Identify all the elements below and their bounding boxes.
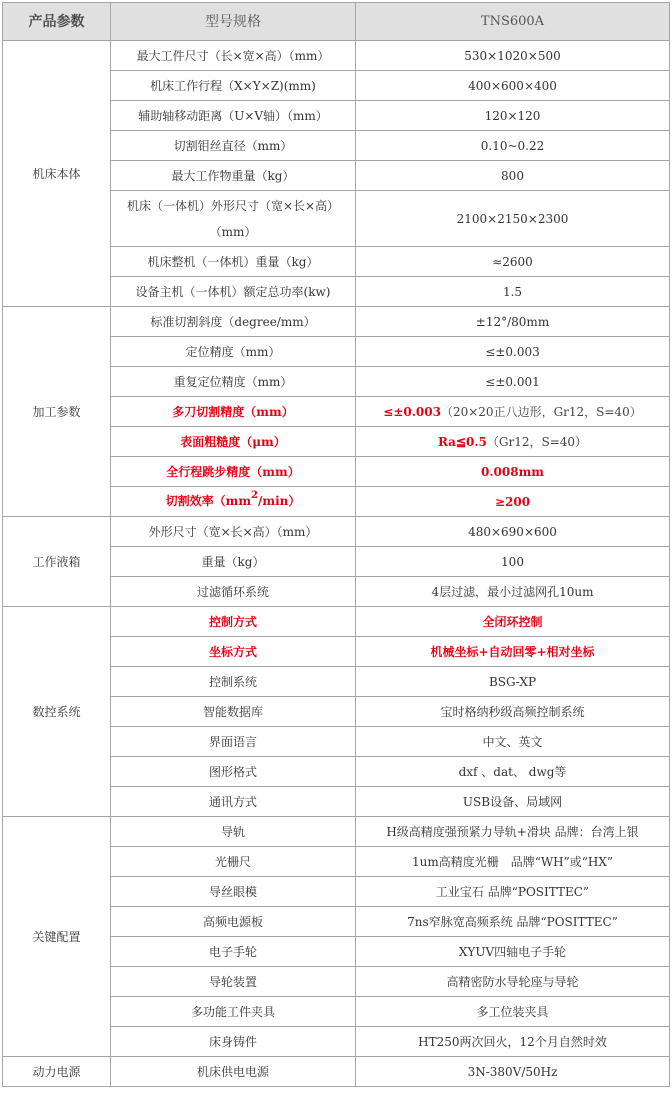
value-cell: 宝时格纳秒级高频控制系统 (356, 697, 670, 727)
param-cell: 光栅尺 (111, 847, 356, 877)
param-cell: 控制方式 (111, 607, 356, 637)
value-cell: 3N-380V/50Hz (356, 1057, 670, 1087)
param-cell: 最大工作物重量（kg） (111, 161, 356, 191)
value-cell: H级高精度强预紧力导轨+滑块 品牌：台湾上银 (356, 817, 670, 847)
param-cell: 导丝眼模 (111, 877, 356, 907)
table-row (3, 307, 670, 337)
value-cell: 400×600×400 (356, 71, 670, 101)
group-label: 数控系统 (3, 607, 111, 817)
value-cell: ≤±0.003 (356, 337, 670, 367)
table-row-highlight (3, 607, 670, 637)
value-cell: 机械坐标+自动回零+相对坐标 (356, 637, 670, 667)
value-cell: 2100×2150×2300 (356, 191, 670, 247)
param-cell: 多刀切割精度（mm） (111, 397, 356, 427)
value-text: Ra≦0.5 (437, 434, 487, 449)
param-cell: 界面语言 (111, 727, 356, 757)
param-cell: 重量（kg） (111, 547, 356, 577)
value-cell: 1.5 (356, 277, 670, 307)
value-cell: 0.008mm (356, 457, 670, 487)
param-cell: 机床供电电源 (111, 1057, 356, 1087)
value-cell: 4层过滤，最小过滤网孔10um (356, 577, 670, 607)
table-row (3, 1057, 670, 1087)
value-cell: ≤±0.001 (356, 367, 670, 397)
value-cell: XYUV四轴电子手轮 (356, 937, 670, 967)
value-cell: ≥200 (356, 487, 670, 517)
spec-table (2, 2, 670, 1087)
param-cell: 外形尺寸（宽×长×高）（mm） (111, 517, 356, 547)
param-cell: 设备主机（一体机）额定总功率(kw) (111, 277, 356, 307)
table-row (3, 517, 670, 547)
value-cell: 100 (356, 547, 670, 577)
param-cell: 机床整机（一体机）重量（kg） (111, 247, 356, 277)
table-row (3, 41, 670, 71)
param-cell: 重复定位精度（mm） (111, 367, 356, 397)
superscript: 2 (251, 489, 258, 501)
value-cell: BSG-XP (356, 667, 670, 697)
param-cell: 最大工件尺寸（长×宽×高）（mm） (111, 41, 356, 71)
value-text: ≤±0.003 (383, 404, 441, 419)
param-cell: 切割钼丝直径（mm） (111, 131, 356, 161)
value-cell: ≈2600 (356, 247, 670, 277)
header-row (3, 3, 670, 41)
value-cell: dxf 、dat、 dwg等 (356, 757, 670, 787)
header-model-name: TNS600A (356, 3, 670, 41)
value-cell: 120×120 (356, 101, 670, 131)
value-note: （20×20正八边形，Gr12，S=40） (440, 404, 642, 419)
param-cell: 标准切割斜度（degree/mm） (111, 307, 356, 337)
param-cell: 过滤循环系统 (111, 577, 356, 607)
value-cell: USB设备、局域网 (356, 787, 670, 817)
param-cell: 电子手轮 (111, 937, 356, 967)
param-cell: 图形格式 (111, 757, 356, 787)
value-cell: 1um高精度光栅 品牌“WH”或“HX” (356, 847, 670, 877)
value-cell: 工业宝石 品牌“POSITTEC” (356, 877, 670, 907)
value-cell: 高精密防水导轮座与导轮 (356, 967, 670, 997)
param-cell (111, 487, 356, 517)
param-cell: 机床（一体机）外形尺寸（宽×长×高）（mm） (111, 191, 356, 247)
param-cell: 床身铸件 (111, 1027, 356, 1057)
param-cell: 多功能工件夹具 (111, 997, 356, 1027)
header-product-params: 产品参数 (3, 3, 111, 41)
param-text: 切割效率（mm (165, 493, 252, 508)
group-label: 工作液箱 (3, 517, 111, 607)
param-cell: 辅助轴移动距离（U×V轴）（mm） (111, 101, 356, 131)
param-cell: 导轮装置 (111, 967, 356, 997)
param-cell: 定位精度（mm） (111, 337, 356, 367)
group-label: 动力电源 (3, 1057, 111, 1087)
param-text-tail: /min） (258, 493, 301, 508)
param-cell: 通讯方式 (111, 787, 356, 817)
group-label: 加工参数 (3, 307, 111, 517)
group-label: 机床本体 (3, 41, 111, 307)
param-cell: 高频电源板 (111, 907, 356, 937)
param-cell: 坐标方式 (111, 637, 356, 667)
param-cell: 智能数据库 (111, 697, 356, 727)
value-cell: 0.10~0.22 (356, 131, 670, 161)
param-cell: 全行程跳步精度（mm） (111, 457, 356, 487)
value-cell: HT250两次回火，12个月自然时效 (356, 1027, 670, 1057)
group-label: 关键配置 (3, 817, 111, 1057)
value-cell: ±12°/80mm (356, 307, 670, 337)
param-cell: 导轨 (111, 817, 356, 847)
value-cell (356, 427, 670, 457)
value-cell: 全闭环控制 (356, 607, 670, 637)
value-note: （Gr12，S=40） (486, 434, 588, 449)
value-cell: 中文、英文 (356, 727, 670, 757)
value-cell: 多工位装夹具 (356, 997, 670, 1027)
value-cell (356, 397, 670, 427)
param-cell: 控制系统 (111, 667, 356, 697)
value-cell: 530×1020×500 (356, 41, 670, 71)
param-cell: 机床工作行程（X×Y×Z)(mm) (111, 71, 356, 101)
header-model-spec: 型号规格 (111, 3, 356, 41)
value-cell: 480×690×600 (356, 517, 670, 547)
value-cell: 800 (356, 161, 670, 191)
table-row (3, 817, 670, 847)
value-cell: 7ns窄脉宽高频系统 品牌“POSITTEC” (356, 907, 670, 937)
param-cell: 表面粗糙度（μm） (111, 427, 356, 457)
